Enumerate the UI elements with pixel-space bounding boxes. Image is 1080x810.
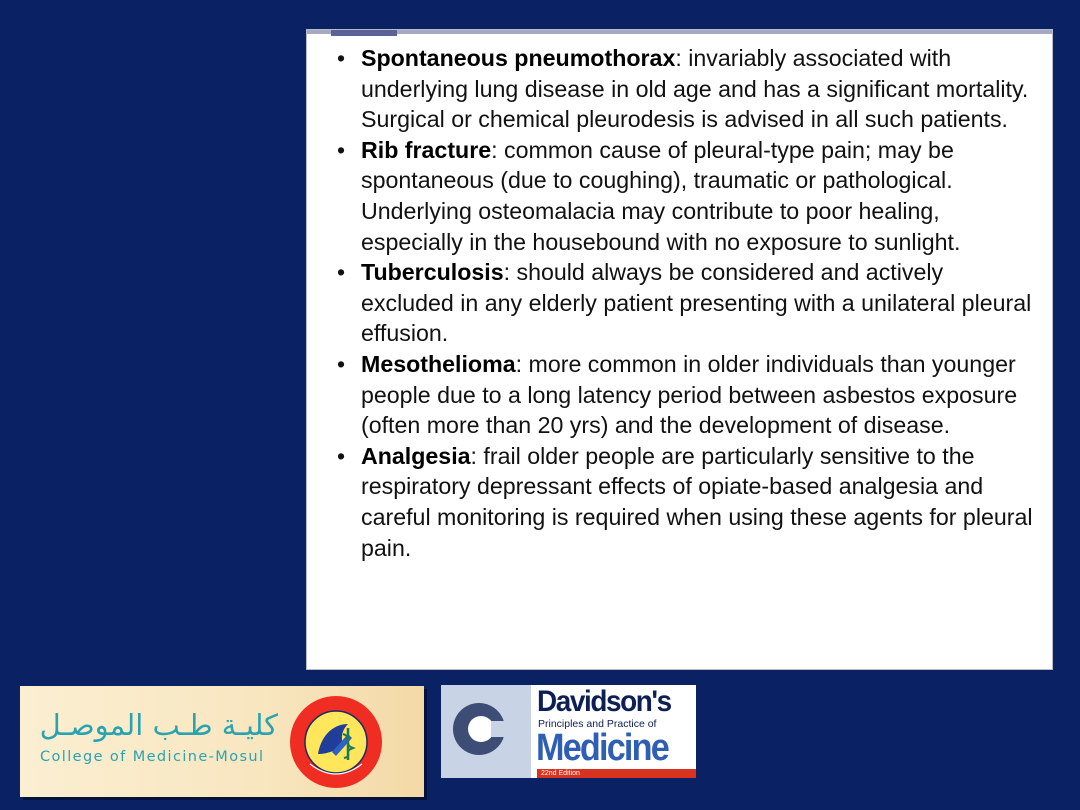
bullet-icon: • xyxy=(337,136,346,163)
davidson-book-logo xyxy=(441,685,696,778)
college-of-medicine-mosul-logo xyxy=(20,686,424,797)
bullet-list xyxy=(335,43,1035,563)
college-seal-icon xyxy=(288,694,384,790)
content-box xyxy=(306,29,1053,670)
book-title: Davidson's xyxy=(537,685,671,718)
list-item xyxy=(335,135,1035,257)
list-item xyxy=(335,349,1035,441)
bullet-icon: • xyxy=(337,259,346,286)
description: : invariably associated with underlying lung disease in old age and has a significant mortality. Surgical or chemical pleurodesis is advised in all such patients. xyxy=(361,45,1029,133)
term: Spontaneous pneumothorax xyxy=(361,45,676,71)
bullet-icon: • xyxy=(337,350,346,377)
list-item xyxy=(335,257,1035,349)
list-item xyxy=(335,43,1035,135)
bullet-icon: • xyxy=(337,442,346,469)
term: Rib fracture xyxy=(361,136,492,163)
term: Tuberculosis xyxy=(361,259,504,286)
description: : should always be considered and actively excluded in any elderly patient presenting with a unilateral pleural effusion. xyxy=(361,259,1032,347)
college-english-name: College of Medicine-Mosul xyxy=(40,749,265,765)
description: : more common in older individuals than younger people due to a long latency period between asbestos exposure (often more than 20 yrs) and the development of disease. xyxy=(361,350,1018,439)
description: : common cause of pleural-type pain; may be spontaneous (due to coughing), traumatic or pathological. Underlying osteomalacia may contribute to poor healing, especially in the housebound with no exposure to sunlight. xyxy=(361,136,961,255)
list-item xyxy=(335,441,1035,563)
book-edition: 22nd Edition xyxy=(537,769,696,778)
term: Mesothelioma xyxy=(361,350,516,377)
davidson-c-icon xyxy=(449,699,509,759)
college-arabic-name: كليـة طـب الموصـل xyxy=(39,708,278,742)
book-subtitle: Principles and Practice of xyxy=(538,718,657,730)
description: : frail older people are particularly sensitive to the respiratory depressant effects of opiate-based analgesia and careful monitoring is required when using these agents for pleural pain. xyxy=(361,442,1033,561)
top-rule-tab xyxy=(331,30,397,36)
book-spine-panel xyxy=(441,685,531,778)
term: Analgesia xyxy=(361,442,471,469)
book-title-medicine: Medicine xyxy=(536,727,668,769)
bullet-icon: • xyxy=(337,45,346,71)
top-rule xyxy=(307,30,1052,34)
